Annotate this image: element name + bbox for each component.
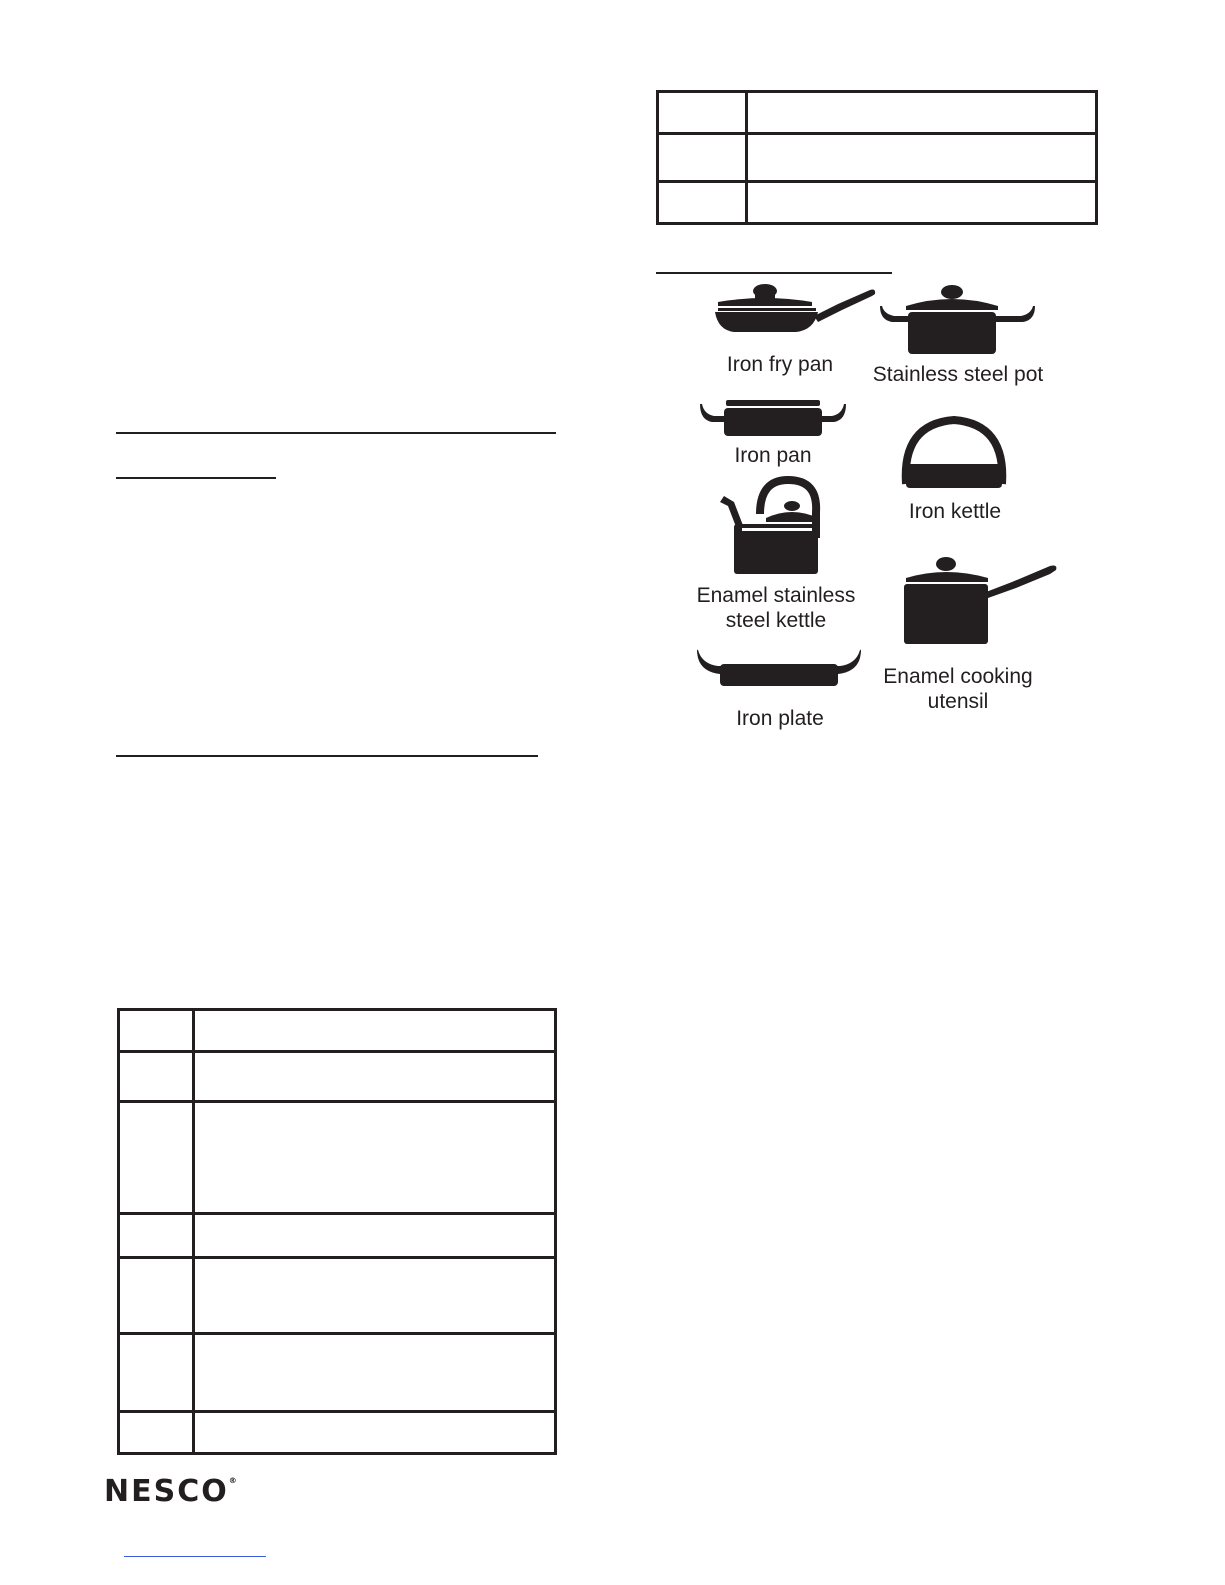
table-cell [119,1412,194,1454]
table-row [658,134,1097,182]
table-row [119,1102,556,1214]
table-cell [119,1214,194,1258]
fry-pan-icon [710,282,880,340]
caption-line-2: utensil [927,690,989,713]
heading-rule-4 [656,272,892,274]
heading-rule-1 [116,432,556,434]
table-cell [119,1334,194,1412]
stock-pot-icon [880,284,1035,356]
caption-line-2: steel kettle [725,609,827,632]
table-cell [194,1412,556,1454]
caption-iron-fry-pan: Iron fry pan [726,353,834,376]
table-row [119,1334,556,1412]
table-cell [194,1214,556,1258]
caption-line-1: Enamel cooking [883,665,1033,688]
shallow-pan-icon [700,396,846,440]
table-cell [194,1102,556,1214]
table-row [119,1412,556,1454]
heading-rule-2 [116,477,276,479]
table-cell [194,1258,556,1334]
right-table [656,90,1098,225]
table-row [119,1258,556,1334]
caption-line-1: Enamel stainless [696,584,856,607]
table-cell [119,1258,194,1334]
caption-enamel-cooking-utensil [868,664,1048,714]
table-cell [658,92,747,134]
table-cell [747,182,1097,224]
table-cell [194,1334,556,1412]
table-row [658,92,1097,134]
table-row [119,1010,556,1052]
caption-enamel-stainless-steel-kettle [686,583,866,633]
caption-iron-pan: Iron pan [734,444,812,467]
table-cell [194,1052,556,1102]
table-cell [658,182,747,224]
table-cell [747,134,1097,182]
caption-iron-kettle: Iron kettle [908,500,1002,523]
nesco-logo [104,1474,237,1509]
griddle-plate-icon [696,646,862,688]
table-cell [119,1010,194,1052]
tea-kettle-icon [720,476,826,576]
registered-mark: ® [228,1476,237,1485]
heading-rule-3 [116,755,538,757]
saucepan-icon [900,556,1060,646]
table-row [119,1214,556,1258]
footer-link[interactable] [124,1556,266,1557]
table-cell [658,134,747,182]
brand-name: NESCO [104,1474,229,1509]
left-table [117,1008,557,1455]
table-cell [119,1052,194,1102]
table-cell [119,1102,194,1214]
table-cell [194,1010,556,1052]
table-row [119,1052,556,1102]
table-cell [747,92,1097,134]
caption-iron-plate: Iron plate [736,707,824,730]
iron-kettle-icon [898,414,1010,488]
table-row [658,182,1097,224]
caption-stainless-steel-pot: Stainless steel pot [872,363,1044,386]
